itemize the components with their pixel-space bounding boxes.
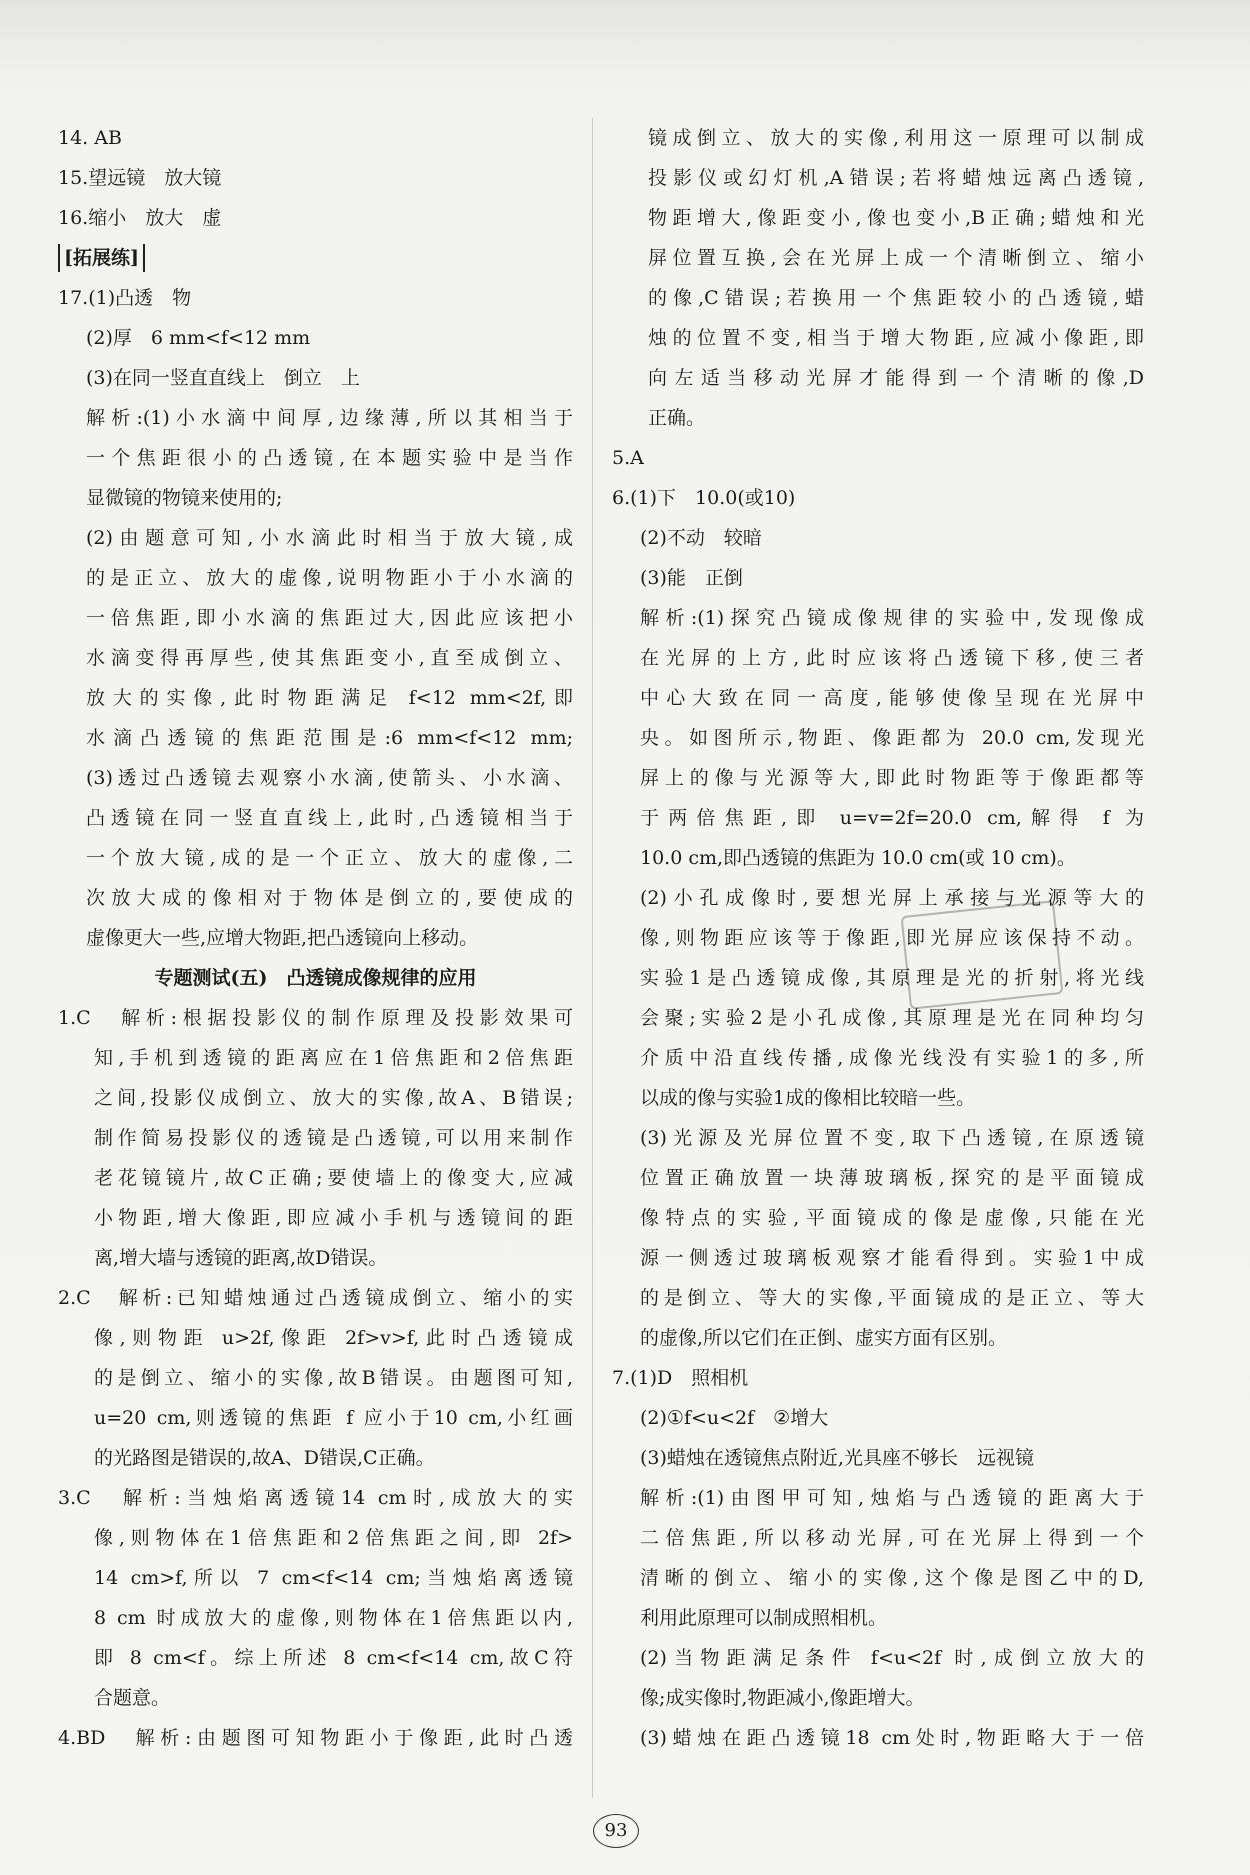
- analysis-line: (3)透过凸透镜去观察小水滴,使箭头、小水滴、: [86, 767, 573, 789]
- answer-line: (3)能 正倒: [640, 567, 743, 589]
- answer-line: 6.(1)下 10.0(或10): [612, 487, 796, 509]
- answer-line: 15.望远镜 放大镜: [58, 167, 222, 189]
- analysis-line: 清晰的倒立、缩小的实像,这个像是图乙中的D,: [640, 1567, 1144, 1589]
- analysis-line: 的是正立、放大的虚像,说明物距小于小水滴的: [86, 567, 573, 589]
- analysis-line: 制作简易投影仪的透镜是凸透镜,可以用来制作: [94, 1127, 573, 1149]
- analysis-line: 的是倒立、缩小的实像,故B错误。由题图可知,: [94, 1367, 573, 1389]
- answer-line: 14. AB: [58, 127, 122, 149]
- analysis-line: 一倍焦距,即小水滴的焦距过大,因此应该把小: [86, 607, 573, 629]
- answer-line: 16.缩小 放大 虚: [58, 207, 222, 229]
- answer-line: 5.A: [612, 447, 644, 469]
- analysis-line: 像,则物距 u>2f,像距 2f>v>f,此时凸透镜成: [94, 1327, 573, 1349]
- analysis-line: 像,则物距应该等于像距,即光屏应该保持不动。: [640, 927, 1144, 949]
- analysis-line: 向左适当移动光屏才能得到一个清晰的像,D: [648, 367, 1144, 389]
- analysis-line: 的光路图是错误的,故A、D错误,C正确。: [94, 1447, 435, 1469]
- analysis-line: 会聚;实验2是小孔成像,其原理是光在同种均匀: [640, 1007, 1144, 1029]
- analysis-line: 次放大成的像相对于物体是倒立的,要使成的: [86, 887, 573, 909]
- analysis-line: 之间,投影仪成倒立、放大的实像,故A、B错误;: [94, 1087, 573, 1109]
- analysis-line: 8 cm 时成放大的虚像,则物体在1倍焦距以内,: [94, 1607, 573, 1629]
- answer-line: 17.(1)凸透 物: [58, 287, 192, 309]
- analysis-line: 位置正确放置一块薄玻璃板,探究的是平面镜成: [640, 1167, 1144, 1189]
- analysis-line: 烛的位置不变,相当于增大物距,应减小像距,即: [648, 327, 1144, 349]
- analysis-line: 介质中沿直线传播,成像光线没有实验1的多,所: [640, 1047, 1144, 1069]
- analysis-line: 解析:(1)探究凸镜成像规律的实验中,发现像成: [640, 607, 1144, 629]
- column-divider: [592, 118, 593, 1798]
- answer-line: (2)不动 较暗: [640, 527, 762, 549]
- analysis-line: 老花镜镜片,故C正确;要使墙上的像变大,应减: [94, 1167, 573, 1189]
- analysis-line: 屏上的像与光源等大,即此时物距等于像距都等: [640, 767, 1144, 789]
- analysis-line: 水滴凸透镜的焦距范围是:6 mm<f<12 mm;: [86, 727, 573, 749]
- right-column: [612, 118, 1144, 1758]
- analysis-line: 像特点的实验,平面镜成的像是虚像,只能在光: [640, 1207, 1144, 1229]
- analysis-line: 虚像更大一些,应增大物距,把凸透镜向上移动。: [86, 927, 479, 949]
- analysis-line: u=20 cm,则透镜的焦距 f 应小于10 cm,小红画: [94, 1407, 573, 1429]
- faded-stamp: [901, 900, 1064, 1010]
- analysis-line: 实验1是凸透镜成像,其原理是光的折射,将光线: [640, 967, 1144, 989]
- analysis-line: 屏位置互换,会在光屏上成一个清晰倒立、缩小: [648, 247, 1144, 269]
- answer-line: (2)厚 6 mm<f<12 mm: [86, 327, 311, 349]
- analysis-line: 水滴变得再厚些,使其焦距变小,直至成倒立、: [86, 647, 573, 669]
- analysis-line: 小物距,增大像距,即应减小手机与透镜间的距: [94, 1207, 573, 1229]
- analysis-line: 投影仪或幻灯机,A错误;若将蜡烛远离凸透镜,: [648, 167, 1144, 189]
- analysis-line: 一个放大镜,成的是一个正立、放大的虚像,二: [86, 847, 573, 869]
- analysis-line: 离,增大墙与透镜的距离,故D错误。: [94, 1247, 388, 1269]
- answer-line: 7.(1)D 照相机: [612, 1367, 749, 1389]
- chapter-title: 专题测试(五) 凸透镜成像规律的应用: [154, 967, 477, 989]
- analysis-line: 正确。: [648, 407, 706, 429]
- analysis-line: 源一侧透过玻璃板观察才能看得到。实验1中成: [640, 1247, 1144, 1269]
- analysis-line: 镜成倒立、放大的实像,利用这一原理可以制成: [648, 127, 1144, 149]
- answer-line: 4.BD 解析:由题图可知物距小于像距,此时凸透: [58, 1727, 573, 1749]
- analysis-line: 一个焦距很小的凸透镜,在本题实验中是当作: [86, 447, 573, 469]
- analysis-line: 的像,C错误;若换用一个焦距较小的凸透镜,蜡: [648, 287, 1144, 309]
- analysis-line: 的是倒立、等大的实像,平面镜成的是正立、等大: [640, 1287, 1144, 1309]
- analysis-line: 14 cm>f,所以 7 cm<f<14 cm;当烛焰离透镜: [94, 1567, 573, 1589]
- analysis-line: 像;成实像时,物距减小,像距增大。: [640, 1687, 925, 1709]
- analysis-line: (2)小孔成像时,要想光屏上承接与光源等大的: [640, 887, 1144, 909]
- section-label: [拓展练]: [58, 244, 145, 272]
- analysis-line: 显微镜的物镜来使用的;: [86, 487, 283, 509]
- analysis-line: 在光屏的上方,此时应该将凸透镜下移,使三者: [640, 647, 1144, 669]
- analysis-line: 中心大致在同一高度,能够使像呈现在光屏中: [640, 687, 1144, 709]
- analysis-line: 央。如图所示,物距、像距都为 20.0 cm,发现光: [640, 727, 1144, 749]
- analysis-line: 解析:(1)由图甲可知,烛焰与凸透镜的距离大于: [640, 1487, 1144, 1509]
- analysis-line: 解析:(1)小水滴中间厚,边缘薄,所以其相当于: [86, 407, 573, 429]
- analysis-line: 于两倍焦距,即 u=v=2f=20.0 cm,解得 f 为: [640, 807, 1144, 829]
- page-number: 93: [593, 1814, 639, 1848]
- analysis-line: 10.0 cm,即凸透镜的焦距为 10.0 cm(或 10 cm)。: [640, 847, 1076, 869]
- analysis-line: 知,手机到透镜的距离应在1倍焦距和2倍焦距: [94, 1047, 573, 1069]
- analysis-line: 放大的实像,此时物距满足 f<12 mm<2f,即: [86, 687, 573, 709]
- analysis-line: 利用此原理可以制成照相机。: [640, 1607, 888, 1629]
- analysis-line: (3)蜡烛在距凸透镜18 cm处时,物距略大于一倍: [640, 1727, 1144, 1749]
- section-heading-extension: [58, 238, 573, 278]
- answer-line: 1.C 解析:根据投影仪的制作原理及投影效果可: [58, 1007, 573, 1029]
- answer-line: 3.C 解析:当烛焰离透镜14 cm时,成放大的实: [58, 1487, 573, 1509]
- analysis-line: 像,则物体在1倍焦距和2倍焦距之间,即 2f>: [94, 1527, 573, 1549]
- analysis-line: 合题意。: [94, 1687, 171, 1709]
- analysis-line: (3)光源及光屏位置不变,取下凸透镜,在原透镜: [640, 1127, 1144, 1149]
- answer-line: (3)蜡烛在透镜焦点附近,光具座不够长 远视镜: [640, 1447, 1034, 1469]
- answer-line: 2.C 解析:已知蜡烛通过凸透镜成倒立、缩小的实: [58, 1287, 573, 1309]
- analysis-line: 二倍焦距,所以移动光屏,可在光屏上得到一个: [640, 1527, 1144, 1549]
- analysis-line: (2)由题意可知,小水滴此时相当于放大镜,成: [86, 527, 573, 549]
- answer-line: (2)①f<u<2f ②增大: [640, 1407, 829, 1429]
- analysis-line: 以成的像与实验1成的像相比较暗一些。: [640, 1087, 976, 1109]
- analysis-line: (2)当物距满足条件 f<u<2f 时,成倒立放大的: [640, 1647, 1144, 1669]
- analysis-line: 凸透镜在同一竖直直线上,此时,凸透镜相当于: [86, 807, 573, 829]
- analysis-line: 即 8 cm<f。综上所述 8 cm<f<14 cm,故C符: [94, 1647, 573, 1669]
- left-column: [58, 118, 573, 1758]
- analysis-line: 物距增大,像距变小,像也变小,B正确;蜡烛和光: [648, 207, 1144, 229]
- analysis-line: 的虚像,所以它们在正倒、虚实方面有区别。: [640, 1327, 1008, 1349]
- answer-line: (3)在同一竖直直线上 倒立 上: [86, 367, 360, 389]
